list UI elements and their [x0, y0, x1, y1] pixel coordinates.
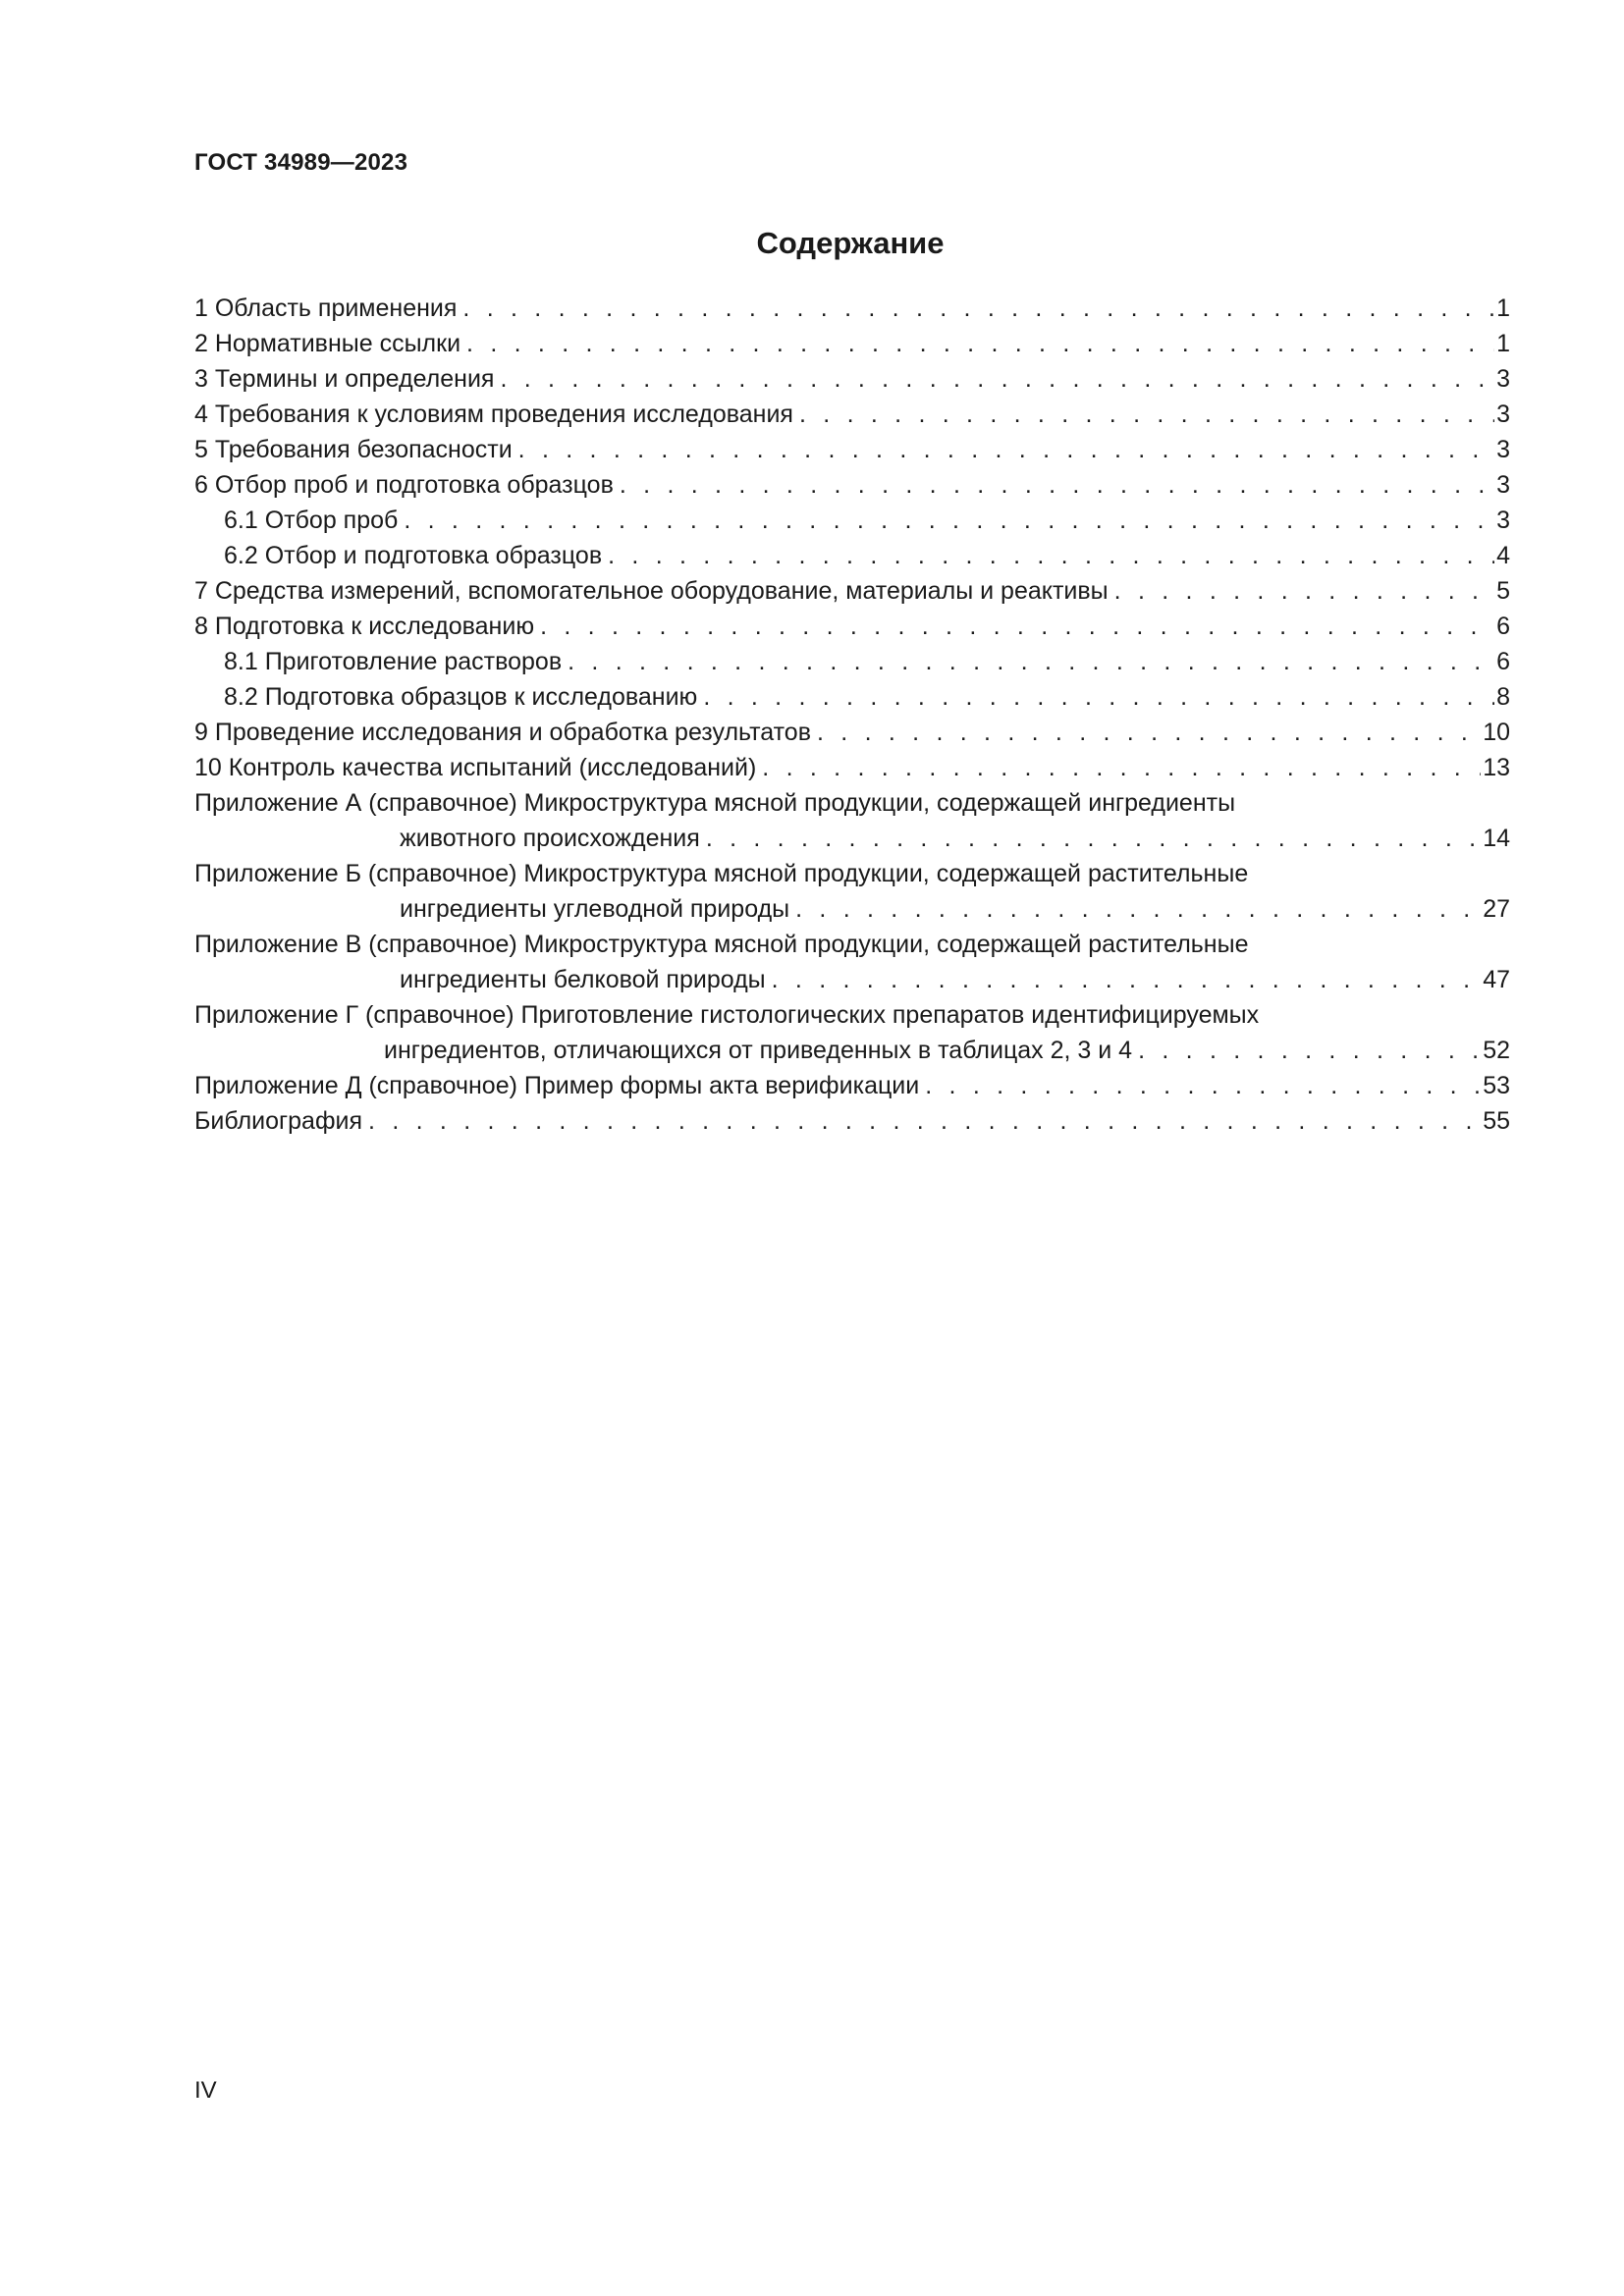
toc-entry[interactable] [194, 1033, 1510, 1068]
toc-dot-leader [1138, 1033, 1481, 1068]
toc-entry-title: 8 Подготовка к исследованию [194, 613, 535, 640]
toc-entry-title: 4 Требования к условиям проведения исследования [194, 400, 793, 428]
toc-entry-title: Приложение В (справочное) Микроструктура мясной продукции, содержащей растительные [194, 931, 1249, 958]
toc-entry-title: 8.1 Приготовление растворов [224, 648, 563, 675]
toc-entry[interactable] [194, 1103, 1510, 1139]
toc-entry-title: 1 Область применения [194, 294, 458, 322]
toc-entry-title: Приложение Д (справочное) Пример формы акта верификации [194, 1072, 920, 1099]
document-code: ГОСТ 34989—2023 [194, 149, 408, 176]
toc-entry[interactable] [194, 715, 1510, 750]
toc-entry-page: 1 [1496, 294, 1510, 322]
toc-dot-leader [817, 715, 1481, 750]
toc-entry-page: 27 [1483, 895, 1510, 923]
toc-dot-leader [925, 1068, 1481, 1103]
toc-entry[interactable] [194, 750, 1510, 785]
toc-entry-page: 47 [1483, 966, 1510, 993]
toc-entry[interactable] [194, 644, 1510, 679]
toc-dot-leader [568, 644, 1494, 679]
toc-entry-page: 1 [1496, 330, 1510, 357]
toc-entry-title: животного происхождения [400, 825, 700, 852]
toc-entry-title: Приложение Б (справочное) Микроструктура мясной продукции, содержащей растительные [194, 860, 1249, 887]
toc-entry-title: 3 Термины и определения [194, 365, 495, 393]
toc-entry-page: 3 [1496, 365, 1510, 393]
toc-entry-title: ингредиенты углеводной природы [400, 895, 790, 923]
toc-entry-page: 6 [1496, 648, 1510, 675]
toc-dot-leader [500, 361, 1494, 397]
toc-entry[interactable] [194, 432, 1510, 467]
toc-entry-title: 2 Нормативные ссылки [194, 330, 461, 357]
toc-entry-title: 8.2 Подготовка образцов к исследованию [224, 683, 698, 711]
toc-entry-page: 6 [1496, 613, 1510, 640]
toc-dot-leader [462, 291, 1494, 326]
toc-entry[interactable] [194, 291, 1510, 326]
toc-title: Содержание [756, 226, 945, 260]
toc-dot-leader [518, 432, 1494, 467]
toc-dot-leader [703, 679, 1494, 715]
toc-dot-leader [368, 1103, 1481, 1139]
toc-entry-title: Библиография [194, 1107, 363, 1135]
toc-entry[interactable] [194, 962, 1510, 997]
page-number: IV [194, 2077, 217, 2104]
toc-dot-leader [466, 326, 1494, 361]
toc-dot-leader [706, 821, 1481, 856]
toc-dot-leader [540, 609, 1494, 644]
toc-dot-leader [620, 467, 1494, 503]
toc-entry[interactable] [194, 785, 1510, 821]
toc-entry[interactable] [194, 679, 1510, 715]
toc-entry[interactable] [194, 891, 1510, 927]
toc-dot-leader [1114, 573, 1494, 609]
toc-entry[interactable] [194, 821, 1510, 856]
toc-entry-page: 8 [1496, 683, 1510, 711]
toc-entry-page: 3 [1496, 400, 1510, 428]
toc-entry[interactable] [194, 467, 1510, 503]
toc-entry-title: ингредиентов, отличающихся от приведенных в таблицах 2, 3 и 4 [384, 1037, 1133, 1064]
toc-entry[interactable] [194, 326, 1510, 361]
toc-entry[interactable] [194, 573, 1510, 609]
toc-entry[interactable] [194, 927, 1510, 962]
toc-entry-page: 5 [1496, 577, 1510, 605]
toc-dot-leader [772, 962, 1482, 997]
toc-entry-page: 53 [1483, 1072, 1510, 1099]
toc-entry-title: 5 Требования безопасности [194, 436, 513, 463]
toc-entry[interactable] [194, 997, 1510, 1033]
toc-entry[interactable] [194, 503, 1510, 538]
toc-entry-page: 52 [1483, 1037, 1510, 1064]
toc-entry[interactable] [194, 361, 1510, 397]
toc-entry[interactable] [194, 1068, 1510, 1103]
toc-entry-title: 7 Средства измерений, вспомогательное оборудование, материалы и реактивы [194, 577, 1109, 605]
toc-dot-leader [795, 891, 1481, 927]
toc-entry[interactable] [194, 538, 1510, 573]
toc-entry-page: 3 [1496, 436, 1510, 463]
table-of-contents [194, 291, 1510, 1139]
toc-dot-leader [762, 750, 1481, 785]
toc-entry-title: 6.1 Отбор проб [224, 507, 399, 534]
toc-entry[interactable] [194, 397, 1510, 432]
toc-entry-title: Приложение А (справочное) Микроструктура мясной продукции, содержащей ингредиенты [194, 789, 1236, 817]
toc-entry-page: 4 [1496, 542, 1510, 569]
toc-dot-leader [608, 538, 1494, 573]
toc-entry-title: 6.2 Отбор и подготовка образцов [224, 542, 603, 569]
toc-entry-page: 55 [1483, 1107, 1510, 1135]
toc-entry-page: 14 [1483, 825, 1510, 852]
toc-entry-page: 13 [1483, 754, 1510, 781]
toc-entry[interactable] [194, 856, 1510, 891]
toc-entry-page: 3 [1496, 471, 1510, 499]
toc-entry-title: Приложение Г (справочное) Приготовление гистологических препаратов идентифицируемых [194, 1001, 1260, 1029]
toc-entry-title: 9 Проведение исследования и обработка результатов [194, 719, 811, 746]
toc-entry-title: ингредиенты белковой природы [400, 966, 766, 993]
toc-entry-page: 3 [1496, 507, 1510, 534]
toc-entry-title: 10 Контроль качества испытаний (исследований) [194, 754, 757, 781]
toc-entry-title: 6 Отбор проб и подготовка образцов [194, 471, 614, 499]
toc-dot-leader [404, 503, 1494, 538]
toc-entry[interactable] [194, 609, 1510, 644]
toc-dot-leader [799, 397, 1494, 432]
toc-entry-page: 10 [1483, 719, 1510, 746]
